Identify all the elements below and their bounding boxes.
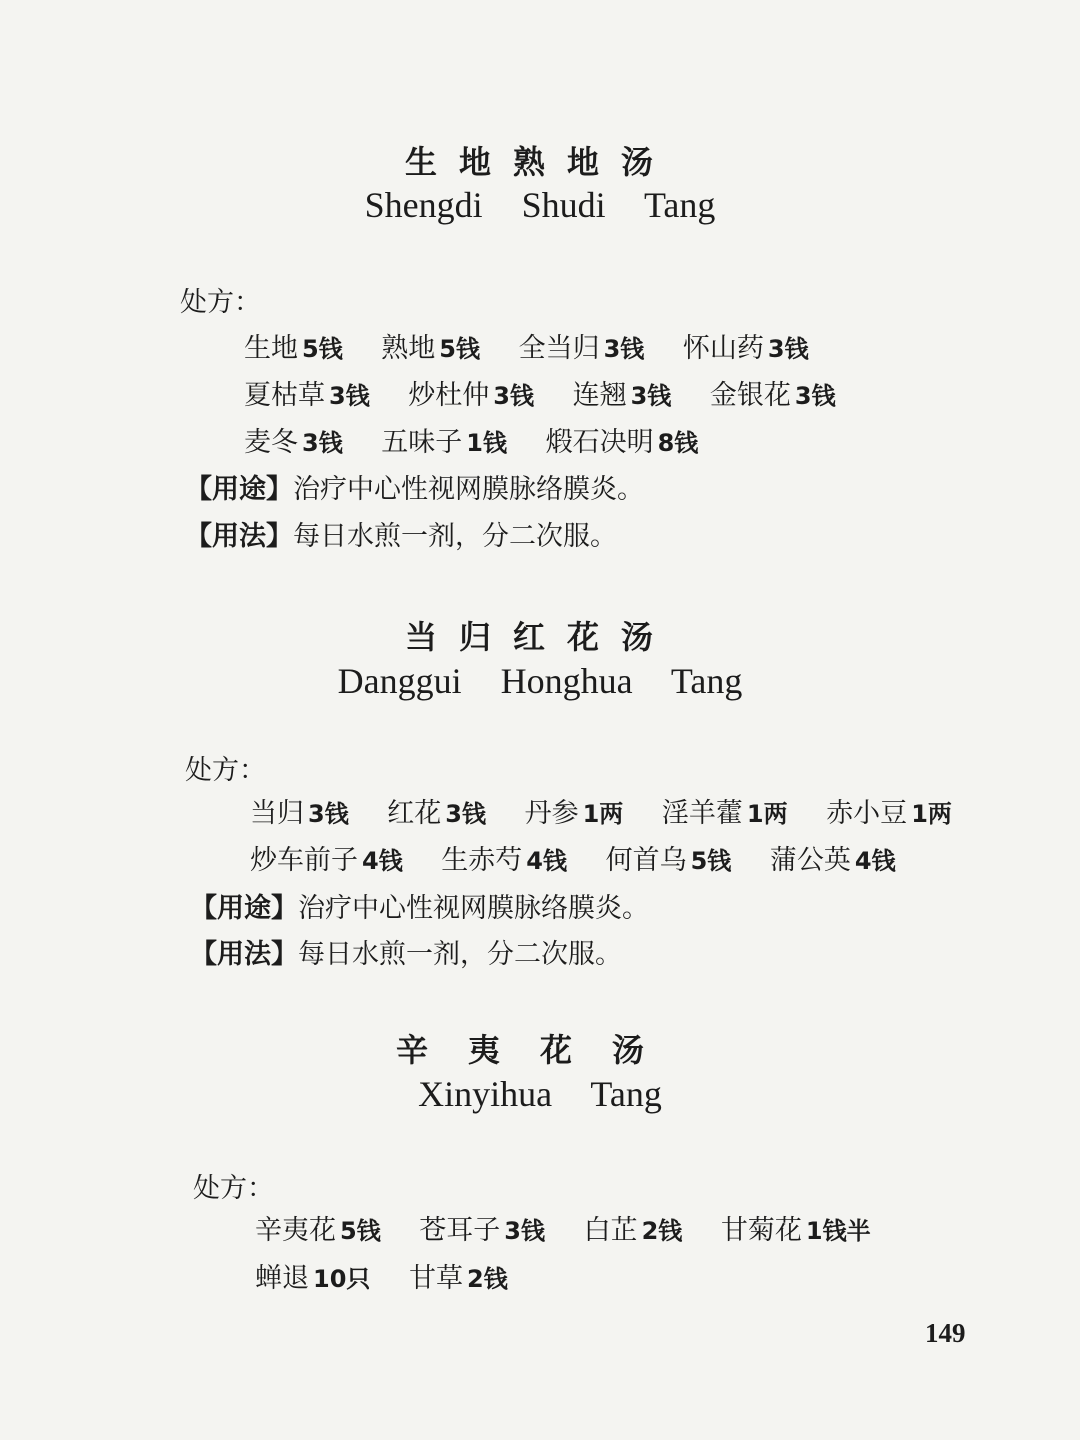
herb-item xyxy=(255,1215,381,1246)
herb-item xyxy=(525,798,624,829)
herb-name: 辛夷花 xyxy=(255,1215,336,1246)
herb-item xyxy=(606,845,732,876)
herb-name: 炒车前子 xyxy=(250,845,358,876)
herb-item xyxy=(826,798,952,829)
herb-name: 何首乌 xyxy=(605,845,687,876)
herb-row xyxy=(255,1208,871,1247)
herb-name: 淫羊藿 xyxy=(661,798,743,829)
herb-name: 生地 xyxy=(244,333,298,364)
herb-item xyxy=(255,1263,370,1294)
formula-title-pinyin: Shengdi Shudi Tang xyxy=(364,185,716,225)
herb-dose: 8钱 xyxy=(657,429,699,457)
herb-dose: 3钱 xyxy=(302,429,343,457)
herb-name: 蒲公英 xyxy=(769,845,851,876)
herb-row xyxy=(244,420,698,459)
usage-line xyxy=(190,886,649,925)
herb-item xyxy=(381,333,480,364)
prescription-label: 处方： xyxy=(180,287,261,318)
herb-name: 甘草 xyxy=(409,1263,463,1294)
prescription-label: 处方： xyxy=(193,1173,274,1204)
herb-row xyxy=(244,373,836,412)
herb-item xyxy=(683,333,809,364)
method-text: 每日水煎一剂，分二次服。 xyxy=(293,521,617,552)
usage-tag: 【用途】 xyxy=(190,893,298,924)
herb-name: 金银花 xyxy=(709,380,791,411)
formula-title-cn: 辛夷花汤 xyxy=(395,1031,684,1069)
herb-item xyxy=(710,380,836,411)
herb-item xyxy=(244,427,343,458)
herb-name: 白芷 xyxy=(583,1215,638,1246)
herb-dose: 1两 xyxy=(582,800,624,828)
herb-name: 麦冬 xyxy=(244,427,298,458)
herb-dose: 3钱 xyxy=(603,335,645,363)
herb-item xyxy=(244,333,343,364)
herb-name: 怀山药 xyxy=(682,333,764,364)
herb-name: 熟地 xyxy=(381,333,436,364)
method-tag: 【用法】 xyxy=(185,521,293,552)
herb-name: 红花 xyxy=(387,798,442,829)
herb-name: 甘菊花 xyxy=(720,1215,802,1246)
herb-dose: 4钱 xyxy=(526,847,567,875)
herb-dose: 10只 xyxy=(313,1265,371,1293)
herb-name: 丹参 xyxy=(524,798,579,829)
method-text: 每日水煎一剂，分二次服。 xyxy=(298,939,622,970)
herb-dose: 5钱 xyxy=(302,335,343,363)
herb-dose: 2钱 xyxy=(467,1265,508,1293)
formula-title-cn: 生地熟地汤 xyxy=(404,143,675,181)
herb-name: 煅石决明 xyxy=(545,427,654,458)
herb-dose: 3钱 xyxy=(329,382,370,410)
herb-name: 全当归 xyxy=(518,333,600,364)
prescription-label: 处方： xyxy=(185,755,266,786)
herb-dose: 3钱 xyxy=(767,335,809,363)
herb-name: 苍耳子 xyxy=(419,1215,501,1246)
herb-dose: 3钱 xyxy=(504,1217,545,1245)
herb-item xyxy=(770,845,896,876)
herb-item xyxy=(244,380,370,411)
herb-dose: 3钱 xyxy=(308,800,349,828)
usage-tag: 【用途】 xyxy=(185,474,293,505)
herb-dose: 4钱 xyxy=(854,847,896,875)
usage-line xyxy=(185,467,644,506)
herb-item xyxy=(387,798,486,829)
herb-dose: 2钱 xyxy=(641,1217,683,1245)
herb-dose: 1两 xyxy=(911,800,952,828)
herb-dose: 5钱 xyxy=(690,847,732,875)
herb-name: 当归 xyxy=(250,798,304,829)
formula-title-cn: 当归红花汤 xyxy=(404,618,675,656)
herb-dose: 3钱 xyxy=(794,382,836,410)
herb-name: 五味子 xyxy=(381,427,463,458)
herb-item xyxy=(662,798,788,829)
herb-item xyxy=(409,1263,508,1294)
herb-dose: 5钱 xyxy=(340,1217,381,1245)
formula-title-pinyin: Xinyihua Tang xyxy=(418,1074,662,1114)
herb-item xyxy=(519,333,645,364)
herb-item xyxy=(250,798,349,829)
herb-dose: 3钱 xyxy=(445,800,486,828)
formula-title-pinyin: Danggui Honghua Tang xyxy=(337,661,743,701)
herb-item xyxy=(250,845,403,876)
herb-dose: 1钱 xyxy=(466,429,507,457)
page-number: 149 xyxy=(925,1318,966,1348)
herb-row xyxy=(250,838,896,877)
herb-row xyxy=(255,1256,508,1295)
method-line xyxy=(185,514,617,553)
herb-item xyxy=(584,1215,683,1246)
herb-row xyxy=(244,326,809,365)
herb-name: 炒杜仲 xyxy=(408,380,490,411)
method-line xyxy=(190,932,622,971)
herb-row xyxy=(250,791,952,830)
herb-item xyxy=(408,380,534,411)
herb-name: 赤小豆 xyxy=(826,798,908,829)
herb-dose: 1两 xyxy=(746,800,788,828)
herb-item xyxy=(441,845,567,876)
herb-item xyxy=(573,380,672,411)
herb-dose: 5钱 xyxy=(439,335,480,363)
herb-item xyxy=(721,1215,871,1246)
herb-name: 生赤芍 xyxy=(441,845,523,876)
herb-dose: 4钱 xyxy=(362,847,403,875)
usage-text: 治疗中心性视网膜脉络膜炎。 xyxy=(298,893,649,924)
herb-item xyxy=(419,1215,545,1246)
herb-dose: 3钱 xyxy=(493,382,534,410)
usage-text: 治疗中心性视网膜脉络膜炎。 xyxy=(293,474,644,505)
herb-name: 夏枯草 xyxy=(244,380,325,411)
herb-item xyxy=(381,427,507,458)
herb-name: 连翘 xyxy=(572,380,627,411)
herb-name: 蝉退 xyxy=(255,1263,309,1294)
herb-dose: 3钱 xyxy=(630,382,672,410)
method-tag: 【用法】 xyxy=(190,939,298,970)
herb-dose: 1钱半 xyxy=(805,1217,871,1245)
herb-item xyxy=(546,427,699,458)
